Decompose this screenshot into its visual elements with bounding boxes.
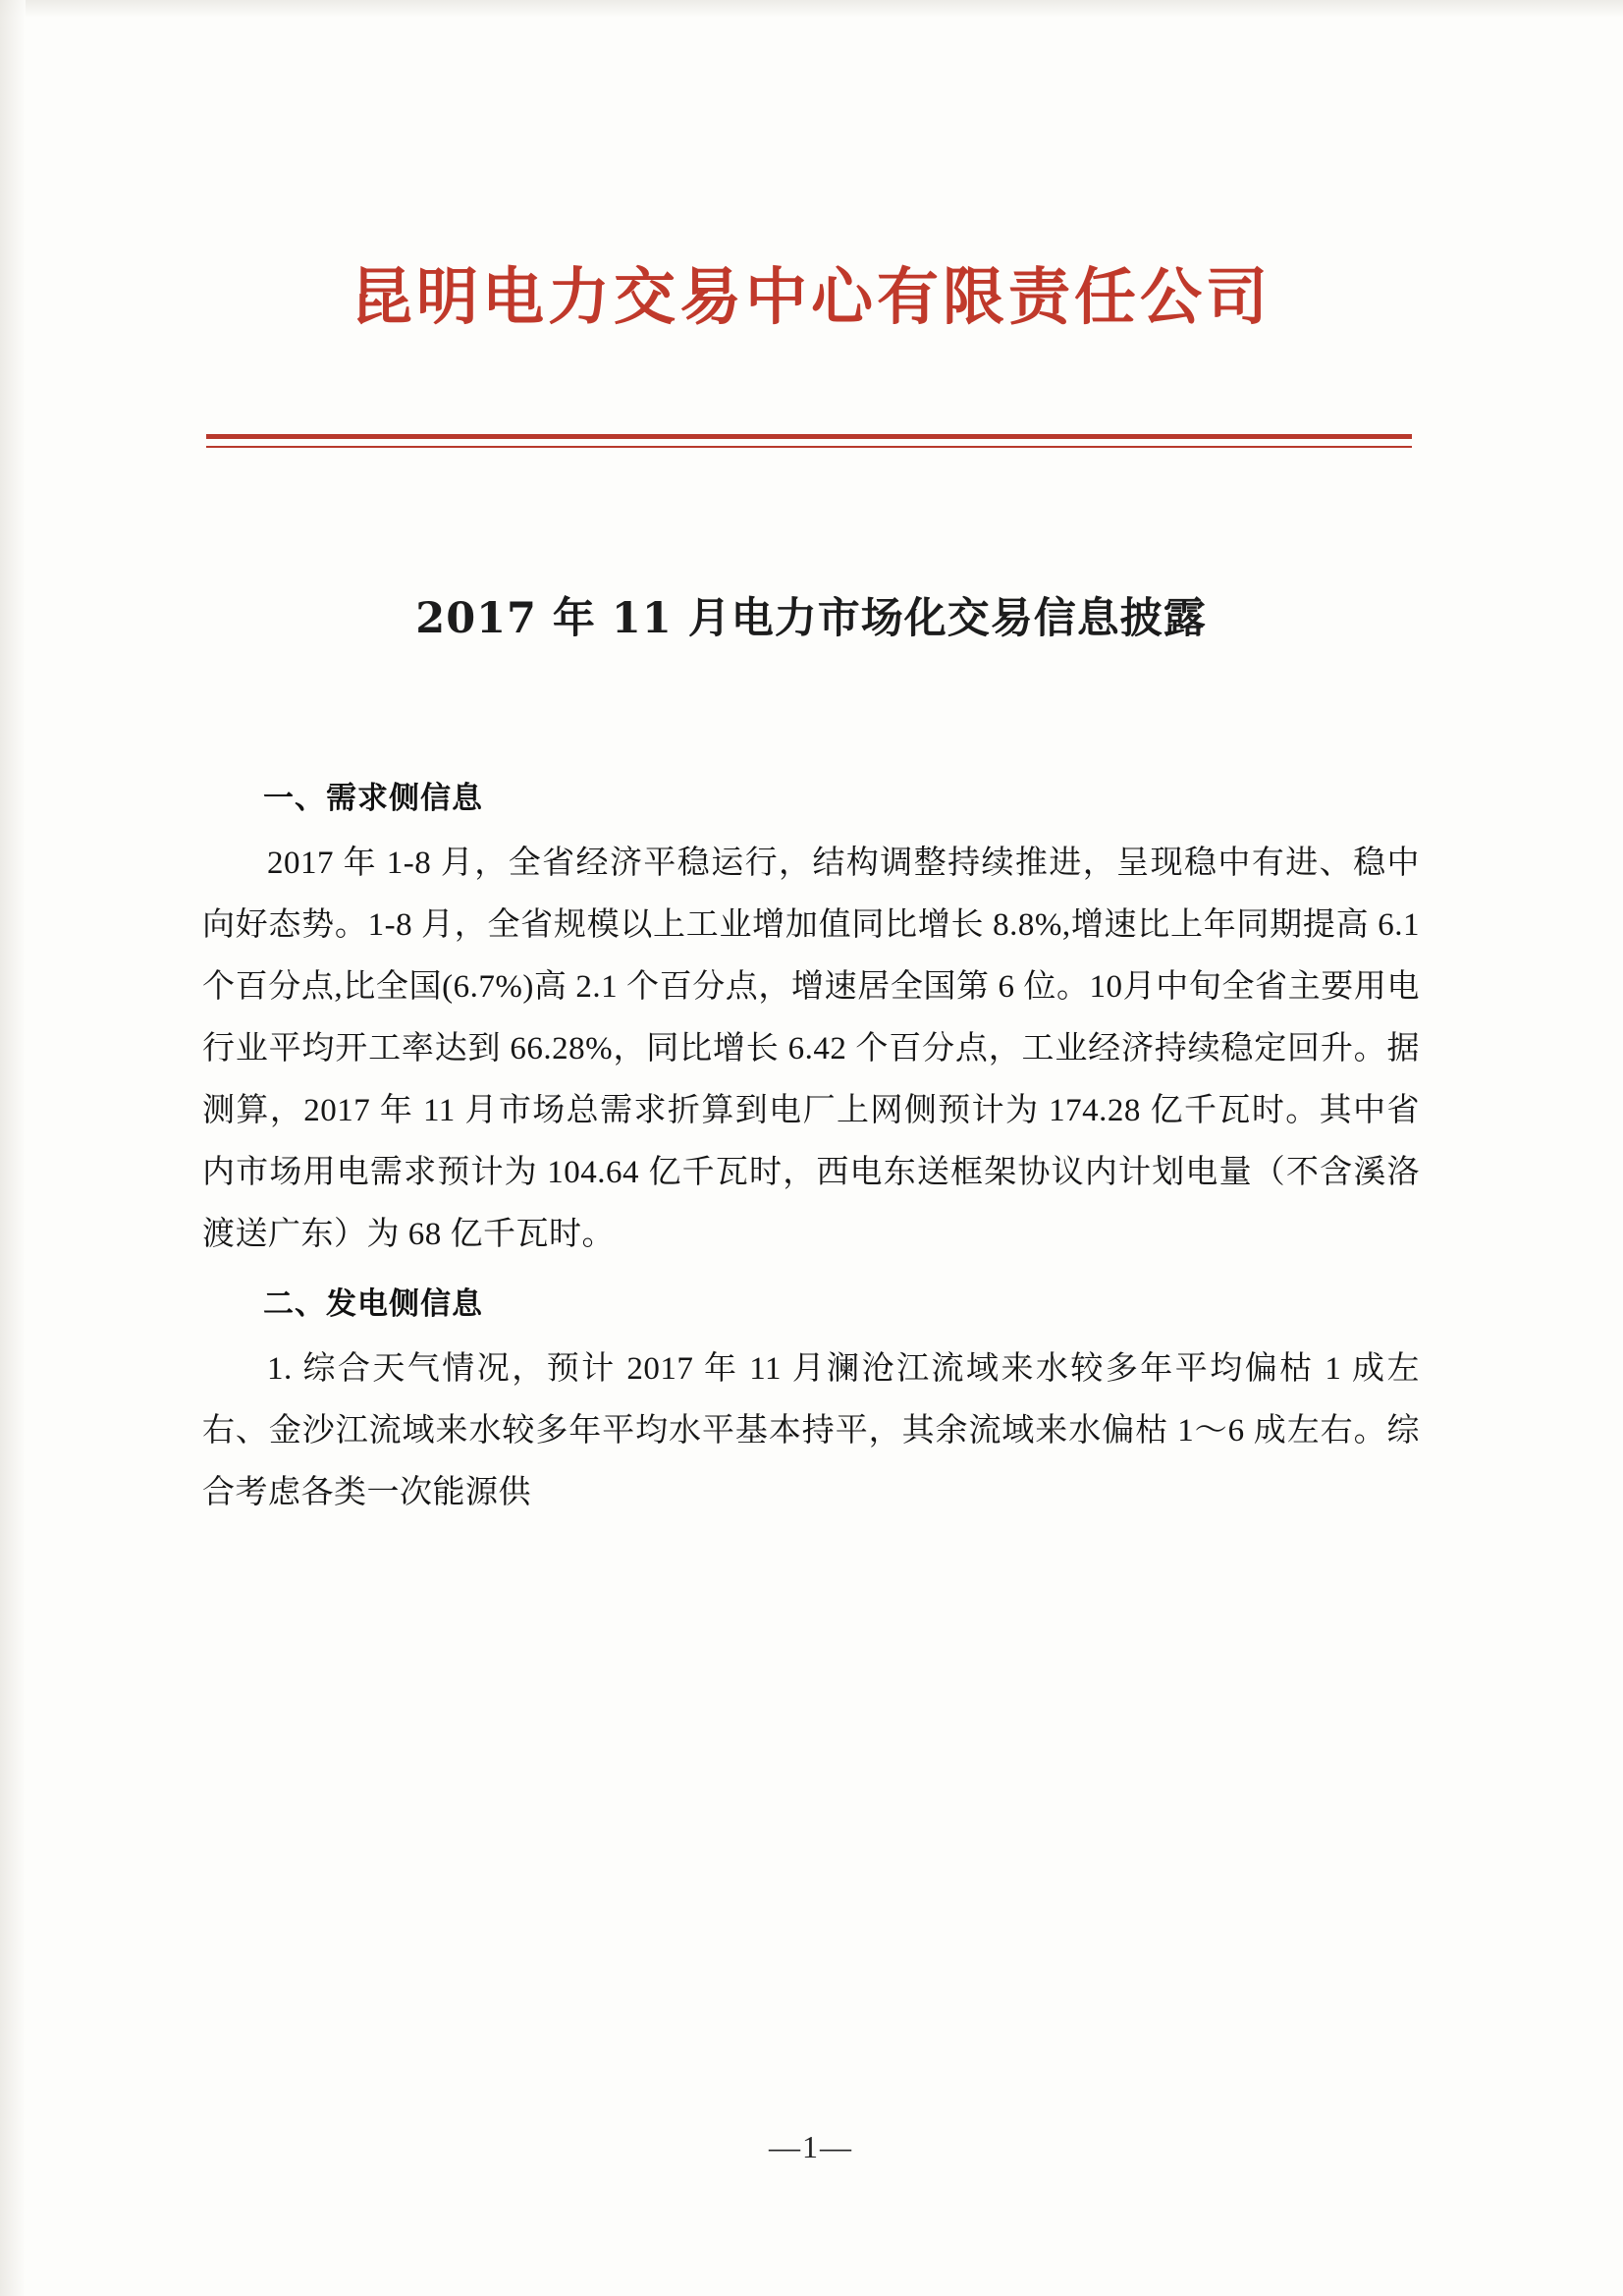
letterhead-masthead bbox=[202, 260, 1420, 333]
document-body bbox=[202, 768, 1420, 1524]
page-edge-shadow-left bbox=[0, 0, 26, 2296]
document-title: 2017 年 11 月电力市场化交易信息披露 bbox=[415, 594, 1207, 643]
paragraph-generation-side-1: 1. 综合天气情况，预计 2017 年 11 月澜沧江流域来水较多年平均偏枯 1 成左右、金沙江流域来水较多年平均水平基本持平，其余流域来水偏枯 1～6 成左右。综合考虑各类一次能源供 bbox=[202, 1351, 1420, 1510]
paragraph-demand-side-1: 2017 年 1-8 月，全省经济平稳运行，结构调整持续推进，呈现稳中有进、稳中向好态势。1-8 月，全省规模以上工业增加值同比增长 8.8%,增速比上年同期提高 6.1 个百分点,比全国(6.7%)高 2.1 个百分点，增速居全国第 6 位。10月中旬全省主要用电行业平均开工率达到 66.28%，同比增长 6.42 个百分点，工业经济持续稳定回升。据测算，2017 年 11 月市场总需求折算到电厂上网侧预计为 174.28 亿千瓦时。其中省内市场用电需求预计为 104.64 亿千瓦时，西电东送框架协议内计划电量（不含溪洛渡送广东）为 68 亿千瓦时。 bbox=[202, 846, 1420, 1252]
masthead-rule-thin bbox=[206, 446, 1412, 448]
organization-name: 昆明电力交易中心有限责任公司 bbox=[351, 260, 1271, 333]
masthead-rule-thick bbox=[206, 434, 1412, 439]
page-content bbox=[202, 0, 1420, 2296]
section-heading-generation-side: 二、发电侧信息 bbox=[263, 1286, 483, 1322]
section-heading-demand-side: 一、需求侧信息 bbox=[263, 781, 483, 816]
page-number: —1— bbox=[769, 2129, 853, 2164]
